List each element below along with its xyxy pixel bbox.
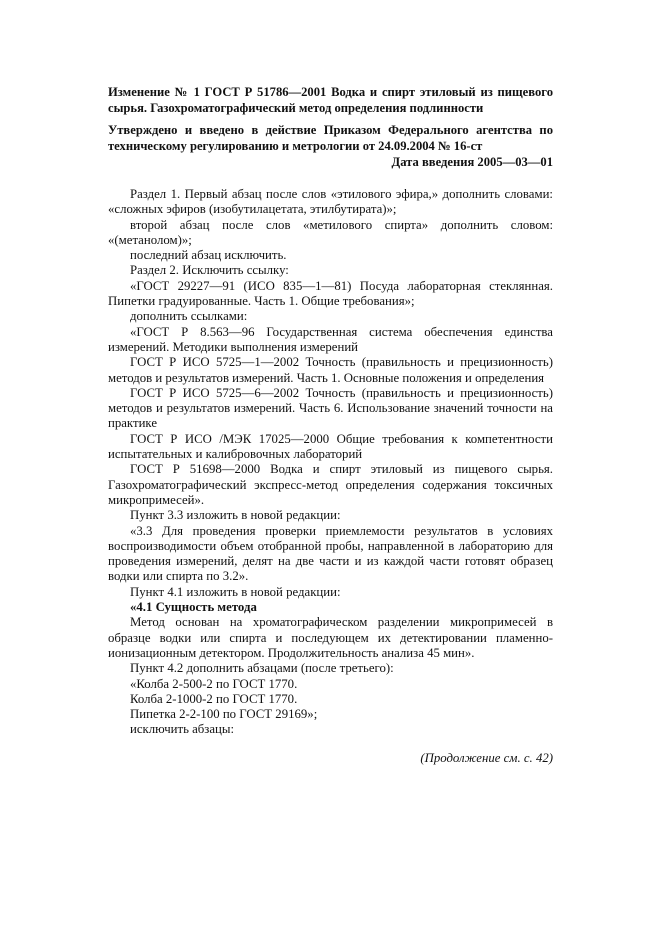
paragraph: ГОСТ Р ИСО 5725—1—2002 Точность (правильность и прецизионность) методов и результатов измерений. Часть 1. Основные положения и определения — [108, 355, 553, 385]
paragraph: исключить абзацы: — [130, 722, 235, 737]
paragraph: ГОСТ Р ИСО /МЭК 17025—2000 Общие требования к компетентности испытательных и калибровочных лабораторий — [108, 431, 553, 462]
effective-date: Дата введения 2005—03—01 — [391, 155, 553, 169]
paragraph: ГОСТ Р ИСО 5725—6—2002 Точность (правильность и прецизионность) методов и результатов измерений. Часть 6. Использование значений точности на практике — [108, 385, 553, 431]
amendment-title: Изменение № 1 ГОСТ Р 51786—2001 Водка и спирт этиловый из пищевого сырья. Газохроматографический метод определения подлинности — [108, 85, 553, 115]
paragraph: дополнить ссылками: — [130, 309, 248, 324]
paragraph: Пипетка 2-2-100 по ГОСТ 29169»; — [130, 707, 318, 722]
section-heading: «4.1 Сущность метода — [130, 600, 257, 615]
continuation-note: (Продолжение см. с. 42) — [420, 750, 553, 765]
paragraph: Раздел 2. Исключить ссылку: — [130, 263, 289, 278]
paragraph: Метод основан на хроматографическом разделении микропримесей в образце водки или спирта и последующем их детектировании пламенно-ионизационным детектором. Продолжительность анализа 45 мин». — [108, 615, 553, 660]
paragraph: ГОСТ Р 51698—2000 Водка и спирт этиловый из пищевого сырья. Газохроматографический экспресс-метод определения содержания токсичных микропримесей». — [108, 462, 553, 507]
paragraph: Пункт 3.3 изложить в новой редакции: — [130, 508, 341, 523]
approval-statement: Утверждено и введено в действие Приказом Федерального агентства по техническому регулированию и метрологии от 24.09.2004 № 16-ст — [108, 123, 553, 153]
paragraph: «ГОСТ Р 8.563—96 Государственная система обеспечения единства измерений. Методики выполнения измерений — [108, 324, 553, 354]
document-page — [108, 84, 553, 766]
paragraph: «3.3 Для проведения проверки приемлемости результатов в условиях воспроизводимости объем отобранной пробы, направленной в лабораторию для проведения измерений, делят на две части и из каждой части готовят образец водки или спирта по 3.2». — [108, 523, 553, 584]
paragraph: «ГОСТ 29227—91 (ИСО 835—1—81) Посуда лабораторная стеклянная. Пипетки градуированные. Часть 1. Общие требования»; — [108, 278, 553, 309]
paragraph: Пункт 4.2 дополнить абзацами (после третьего): — [130, 661, 394, 676]
amendment-body — [108, 187, 553, 738]
paragraph: Пункт 4.1 изложить в новой редакции: — [130, 584, 341, 599]
paragraph: Колба 2-1000-2 по ГОСТ 1770. — [130, 691, 298, 706]
paragraph: последний абзац исключить. — [130, 248, 287, 263]
paragraph: «Колба 2-500-2 по ГОСТ 1770. — [130, 676, 298, 691]
paragraph: второй абзац после слов «метилового спирта» дополнить словом: «(метанолом)»; — [108, 217, 553, 247]
paragraph: Раздел 1. Первый абзац после слов «этилового эфира,» дополнить словами: «сложных эфиров (изобутилацетата, этилбутирата)»; — [108, 187, 553, 217]
